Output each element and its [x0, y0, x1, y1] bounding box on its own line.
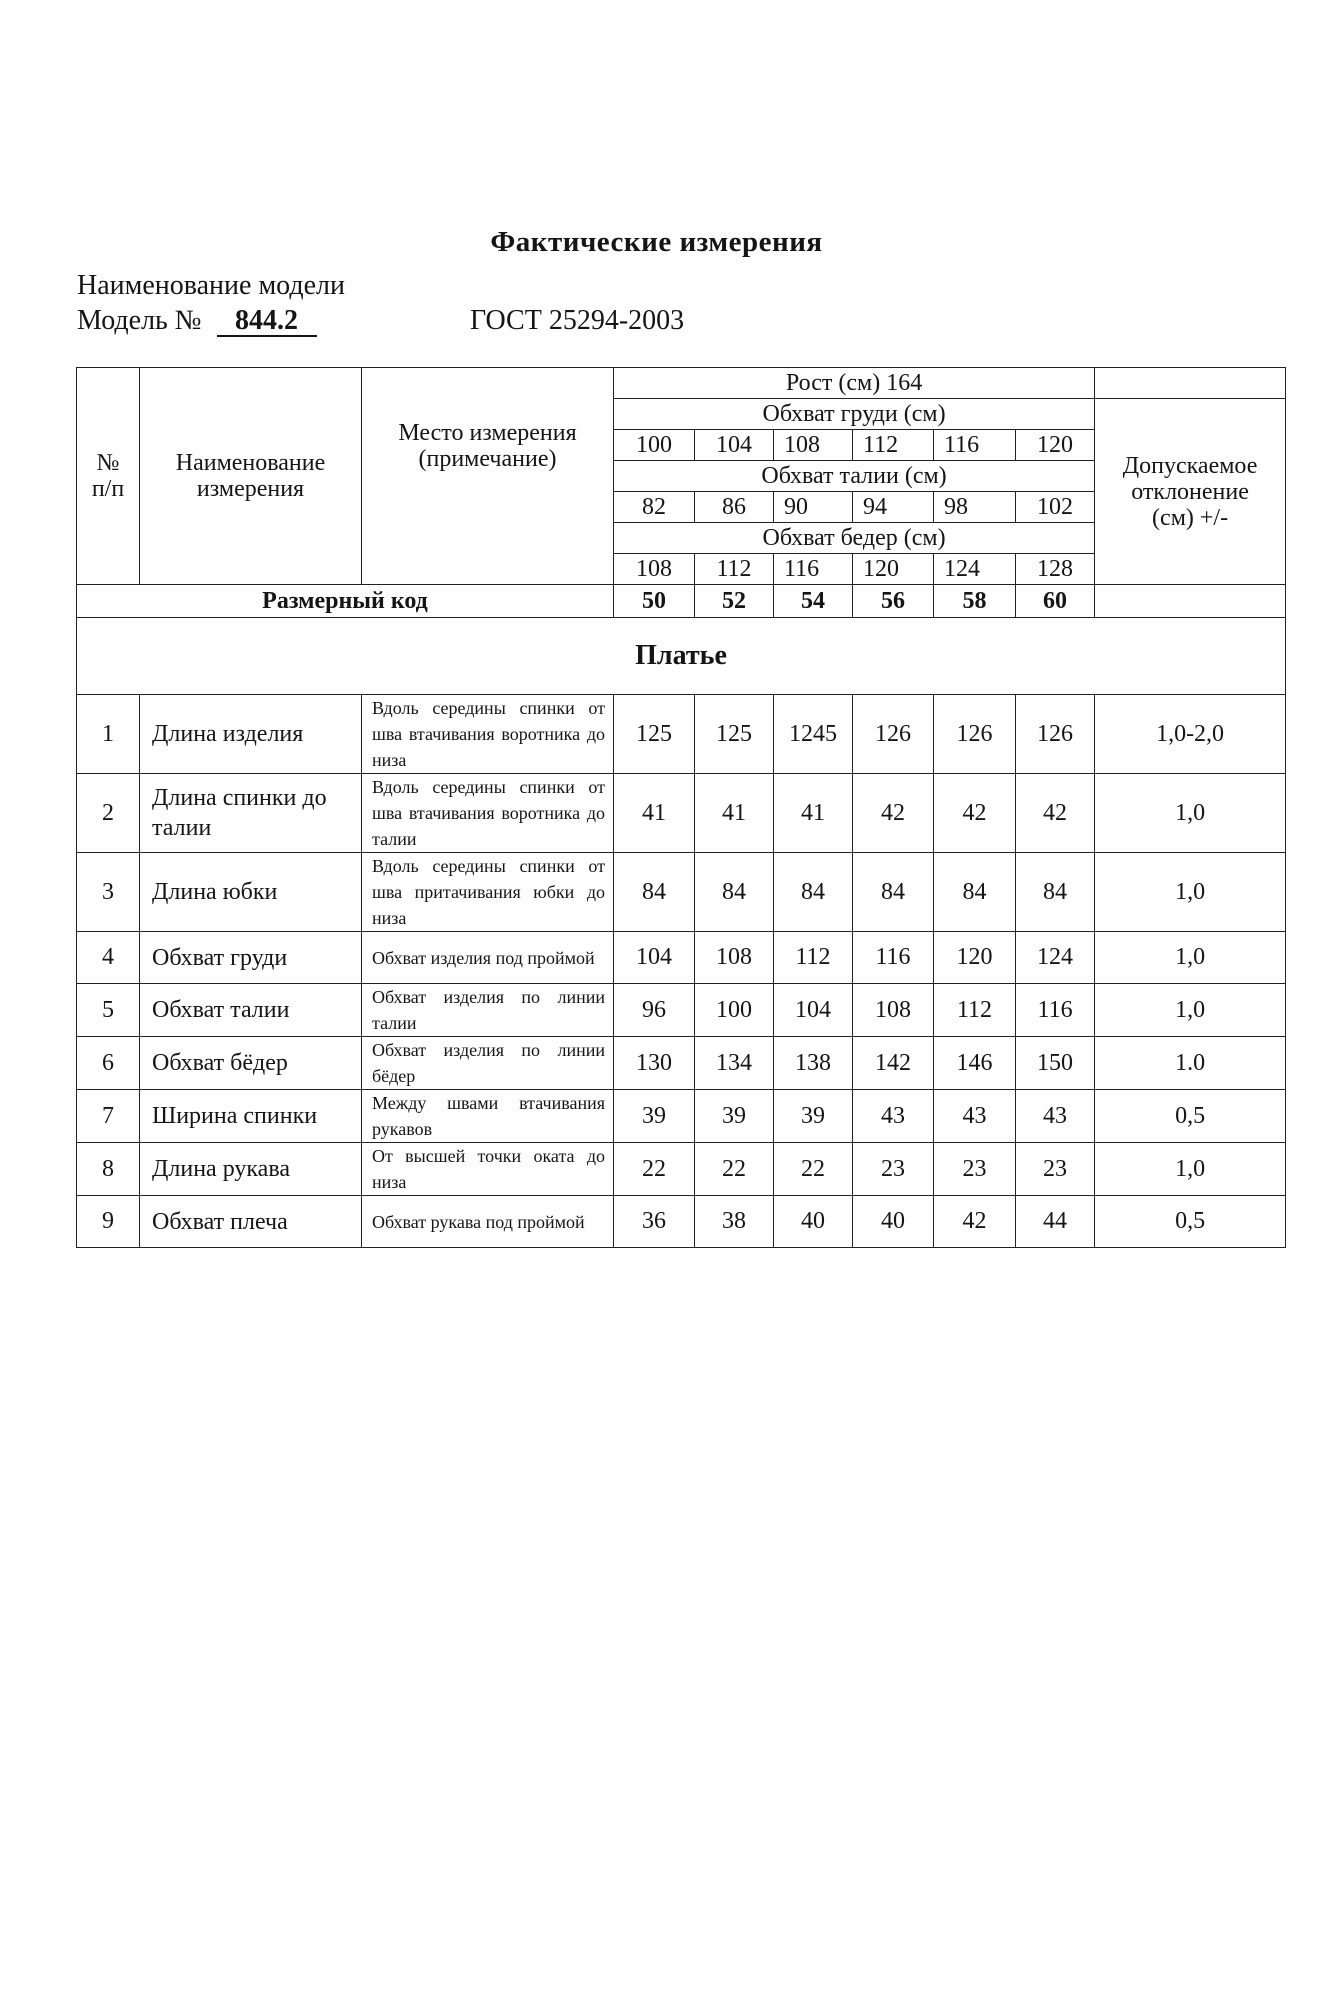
measurement-value: 43 — [934, 1090, 1016, 1143]
waist-value: 86 — [695, 492, 774, 523]
measurement-name: Обхват плеча — [140, 1196, 362, 1248]
tolerance-value: 1.0 — [1095, 1037, 1286, 1090]
measurement-value: 43 — [853, 1090, 934, 1143]
measurement-value: 36 — [614, 1196, 695, 1248]
size-code-label: Размерный код — [77, 585, 614, 618]
measurement-place: Обхват изделия по линии бёдер — [362, 1037, 614, 1090]
measurement-value: 112 — [774, 932, 853, 984]
measurement-value: 142 — [853, 1037, 934, 1090]
measurement-name: Обхват талии — [140, 984, 362, 1037]
measurement-value: 39 — [695, 1090, 774, 1143]
measurement-value: 126 — [853, 695, 934, 774]
measurement-value: 146 — [934, 1037, 1016, 1090]
measurement-value: 100 — [695, 984, 774, 1037]
measurement-value: 126 — [934, 695, 1016, 774]
measurement-value: 43 — [1016, 1090, 1095, 1143]
hips-value: 116 — [774, 554, 853, 585]
chest-header: Обхват груди (см) — [614, 399, 1095, 430]
measurement-value: 38 — [695, 1196, 774, 1248]
section-title: Платье — [77, 618, 1286, 695]
size-code: 52 — [695, 585, 774, 618]
measurement-name: Длина спинки до талии — [140, 774, 362, 853]
measurement-place: Вдоль середины спинки от шва притачивания юбки до низа — [362, 853, 614, 932]
row-number: 3 — [77, 853, 140, 932]
gost-standard: ГОСТ 25294-2003 — [470, 305, 685, 336]
measurement-place: Обхват изделия по линии талии — [362, 984, 614, 1037]
tolerance-value: 0,5 — [1095, 1196, 1286, 1248]
tolerance-value: 1,0-2,0 — [1095, 695, 1286, 774]
measurement-value: 84 — [774, 853, 853, 932]
measurement-place: Вдоль середины спинки от шва втачивания воротника до низа — [362, 695, 614, 774]
size-code-row — [77, 585, 1286, 618]
table-row — [77, 695, 1286, 774]
size-code: 58 — [934, 585, 1016, 618]
measurement-value: 42 — [853, 774, 934, 853]
section-row — [77, 618, 1286, 695]
tolerance-value: 1,0 — [1095, 774, 1286, 853]
model-name-label: Наименование модели — [77, 270, 345, 301]
measurement-value: 39 — [614, 1090, 695, 1143]
model-number-label: Модель № — [77, 305, 202, 336]
measurement-value: 22 — [774, 1143, 853, 1196]
measurement-value: 120 — [934, 932, 1016, 984]
measurement-place: Обхват рукава под проймой — [362, 1196, 614, 1248]
measurement-value: 42 — [934, 774, 1016, 853]
measurement-value: 84 — [695, 853, 774, 932]
model-number: 844.2 — [217, 307, 317, 337]
hips-value: 128 — [1016, 554, 1095, 585]
tolerance-header-top — [1095, 368, 1286, 399]
measurement-value: 84 — [1016, 853, 1095, 932]
row-number: 2 — [77, 774, 140, 853]
measurement-value: 116 — [1016, 984, 1095, 1037]
measurement-value: 134 — [695, 1037, 774, 1090]
measurement-value: 150 — [1016, 1037, 1095, 1090]
tolerance-header: Допускаемое отклонение (см) +/- — [1095, 399, 1286, 585]
model-number-line — [77, 305, 317, 337]
measurement-value: 84 — [853, 853, 934, 932]
table-row — [77, 1037, 1286, 1090]
measurements-table-body — [77, 368, 1286, 1248]
measurement-value: 84 — [934, 853, 1016, 932]
waist-header: Обхват талии (см) — [614, 461, 1095, 492]
size-code: 60 — [1016, 585, 1095, 618]
measurement-value: 108 — [853, 984, 934, 1037]
table-row — [77, 774, 1286, 853]
col-num-header: № п/п — [77, 368, 140, 585]
measurement-value: 41 — [614, 774, 695, 853]
chest-value: 116 — [934, 430, 1016, 461]
measurement-place: Вдоль середины спинки от шва втачивания воротника до талии — [362, 774, 614, 853]
col-name-header: Наименование измерения — [140, 368, 362, 585]
measurement-value: 124 — [1016, 932, 1095, 984]
measurement-name: Длина рукава — [140, 1143, 362, 1196]
row-number: 6 — [77, 1037, 140, 1090]
measurement-value: 138 — [774, 1037, 853, 1090]
table-row — [77, 984, 1286, 1037]
waist-value: 82 — [614, 492, 695, 523]
measurement-place: Между швами втачивания рукавов — [362, 1090, 614, 1143]
measurement-value: 23 — [934, 1143, 1016, 1196]
row-number: 8 — [77, 1143, 140, 1196]
waist-value: 90 — [774, 492, 853, 523]
size-code-tolerance-cell — [1095, 585, 1286, 618]
measurement-value: 84 — [614, 853, 695, 932]
size-code: 54 — [774, 585, 853, 618]
table-row — [77, 853, 1286, 932]
size-code: 56 — [853, 585, 934, 618]
measurement-value: 39 — [774, 1090, 853, 1143]
table-row — [77, 1196, 1286, 1248]
measurement-value: 40 — [774, 1196, 853, 1248]
tolerance-value: 1,0 — [1095, 853, 1286, 932]
tolerance-value: 1,0 — [1095, 932, 1286, 984]
measurement-value: 41 — [774, 774, 853, 853]
measurement-name: Обхват груди — [140, 932, 362, 984]
measurement-value: 40 — [853, 1196, 934, 1248]
waist-value: 98 — [934, 492, 1016, 523]
row-number: 9 — [77, 1196, 140, 1248]
document-title: Фактические измерения — [490, 226, 823, 258]
height-header: Рост (см) 164 — [614, 368, 1095, 399]
hips-value: 120 — [853, 554, 934, 585]
col-place-header: Место измерения (примечание) — [362, 368, 614, 585]
table-row — [77, 1090, 1286, 1143]
measurement-value: 1245 — [774, 695, 853, 774]
chest-value: 108 — [774, 430, 853, 461]
measurement-value: 125 — [614, 695, 695, 774]
row-number: 1 — [77, 695, 140, 774]
hips-header: Обхват бедер (см) — [614, 523, 1095, 554]
measurement-value: 23 — [1016, 1143, 1095, 1196]
size-code: 50 — [614, 585, 695, 618]
measurement-name: Длина юбки — [140, 853, 362, 932]
measurement-value: 126 — [1016, 695, 1095, 774]
chest-value: 112 — [853, 430, 934, 461]
chest-value: 120 — [1016, 430, 1095, 461]
measurement-value: 104 — [774, 984, 853, 1037]
measurement-value: 42 — [934, 1196, 1016, 1248]
table-row — [77, 932, 1286, 984]
measurement-value: 44 — [1016, 1196, 1095, 1248]
measurement-value: 125 — [695, 695, 774, 774]
measurement-place: От высшей точки оката до низа — [362, 1143, 614, 1196]
measurement-name: Ширина спинки — [140, 1090, 362, 1143]
measurement-value: 23 — [853, 1143, 934, 1196]
measurement-value: 42 — [1016, 774, 1095, 853]
measurement-value: 96 — [614, 984, 695, 1037]
measurement-value: 41 — [695, 774, 774, 853]
waist-value: 94 — [853, 492, 934, 523]
measurement-value: 108 — [695, 932, 774, 984]
measurements-table — [76, 367, 1286, 1248]
measurement-value: 130 — [614, 1037, 695, 1090]
measurement-place: Обхват изделия под проймой — [362, 932, 614, 984]
tolerance-value: 0,5 — [1095, 1090, 1286, 1143]
chest-value: 104 — [695, 430, 774, 461]
tolerance-value: 1,0 — [1095, 984, 1286, 1037]
tolerance-value: 1,0 — [1095, 1143, 1286, 1196]
measurement-name: Длина изделия — [140, 695, 362, 774]
chest-value: 100 — [614, 430, 695, 461]
row-number: 7 — [77, 1090, 140, 1143]
waist-value: 102 — [1016, 492, 1095, 523]
measurement-value: 112 — [934, 984, 1016, 1037]
measurement-value: 22 — [695, 1143, 774, 1196]
row-number: 5 — [77, 984, 140, 1037]
hips-value: 124 — [934, 554, 1016, 585]
row-number: 4 — [77, 932, 140, 984]
hips-value: 108 — [614, 554, 695, 585]
table-row — [77, 1143, 1286, 1196]
measurement-value: 116 — [853, 932, 934, 984]
measurement-value: 104 — [614, 932, 695, 984]
hips-value: 112 — [695, 554, 774, 585]
measurement-name: Обхват бёдер — [140, 1037, 362, 1090]
measurement-value: 22 — [614, 1143, 695, 1196]
